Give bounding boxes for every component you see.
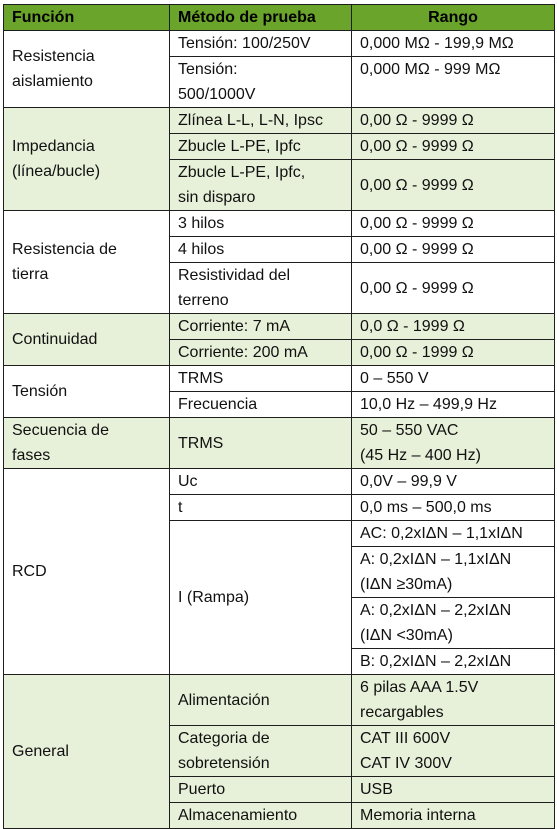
rango-cell: Memoria interna [352,803,555,829]
table-row [4,418,555,469]
metodo-cell: Zlínea L-L, L-N, Ipsc [170,108,352,134]
funcion-secuencia-fases: Secuencia de fases [4,418,170,469]
header-rango: Rango [352,5,555,31]
metodo-cell: t [170,495,352,521]
rango-cell: 0,00 Ω - 9999 Ω [352,134,555,160]
rango-cell: 50 – 550 VAC (45 Hz – 400 Hz) [352,418,555,469]
rango-cell: AC: 0,2xIΔN – 1,1xIΔN [352,521,555,547]
rango-cell: A: 0,2xIΔN – 1,1xIΔN (IΔN ≥30mA) [352,547,555,598]
metodo-cell: TRMS [170,366,352,392]
metodo-cell: Zbucle L-PE, Ipfc, sin disparo [170,160,352,211]
rango-cell: B: 0,2xIΔN – 2,2xIΔN [352,649,555,675]
rango-cell: 0,0 Ω - 1999 Ω [352,314,555,340]
rango-cell: 6 pilas AAA 1.5V recargables [352,675,555,726]
funcion-tension: Tensión [4,366,170,418]
funcion-resistencia-tierra: Resistencia de tierra [4,211,170,314]
rango-cell: 0,000 MΩ - 199,9 MΩ [352,31,555,57]
rango-cell: 0,00 Ω - 9999 Ω [352,108,555,134]
rango-cell: 0,00 Ω - 9999 Ω [352,160,555,211]
metodo-cell: Corriente: 7 mA [170,314,352,340]
specifications-table [3,4,555,829]
rango-cell: 0 – 550 V [352,366,555,392]
rango-cell: 0,000 MΩ - 999 MΩ [352,57,555,108]
rango-cell: 0,0V – 99,9 V [352,469,555,495]
metodo-cell: Uc [170,469,352,495]
rango-cell: 0,0 ms – 500,0 ms [352,495,555,521]
table-row [4,108,555,134]
metodo-cell: Corriente: 200 mA [170,340,352,366]
metodo-cell: Alimentación [170,675,352,726]
table-row [4,675,555,726]
funcion-general: General [4,675,170,829]
metodo-cell: Almacenamiento [170,803,352,829]
metodo-cell: Categoria de sobretensión [170,726,352,777]
metodo-cell: Zbucle L-PE, Ipfc [170,134,352,160]
rango-cell: 0,00 Ω - 1999 Ω [352,340,555,366]
metodo-cell: Resistividad del terreno [170,263,352,314]
metodo-cell: 4 hilos [170,237,352,263]
header-metodo: Método de prueba [170,5,352,31]
table-row [4,211,555,237]
metodo-cell: 3 hilos [170,211,352,237]
rango-cell: 0,00 Ω - 9999 Ω [352,211,555,237]
metodo-cell: Tensión: 500/1000V [170,57,352,108]
table-header-row [4,5,555,31]
metodo-cell: TRMS [170,418,352,469]
table-row [4,314,555,340]
rango-cell: CAT III 600V CAT IV 300V [352,726,555,777]
funcion-rcd: RCD [4,469,170,675]
metodo-cell: I (Rampa) [170,521,352,675]
header-funcion: Función [4,5,170,31]
metodo-cell: Puerto [170,777,352,803]
rango-cell: A: 0,2xIΔN – 2,2xIΔN (IΔN <30mA) [352,598,555,649]
metodo-cell: Frecuencia [170,392,352,418]
funcion-resistencia-aislamiento: Resistencia aislamiento [4,31,170,108]
metodo-cell: Tensión: 100/250V [170,31,352,57]
funcion-impedancia: Impedancia (línea/bucle) [4,108,170,211]
table-row [4,366,555,392]
funcion-continuidad: Continuidad [4,314,170,366]
table-row [4,31,555,57]
rango-cell: 10,0 Hz – 499,9 Hz [352,392,555,418]
table-row [4,469,555,495]
rango-cell: 0,00 Ω - 9999 Ω [352,237,555,263]
rango-cell: USB [352,777,555,803]
rango-cell: 0,00 Ω - 9999 Ω [352,263,555,314]
